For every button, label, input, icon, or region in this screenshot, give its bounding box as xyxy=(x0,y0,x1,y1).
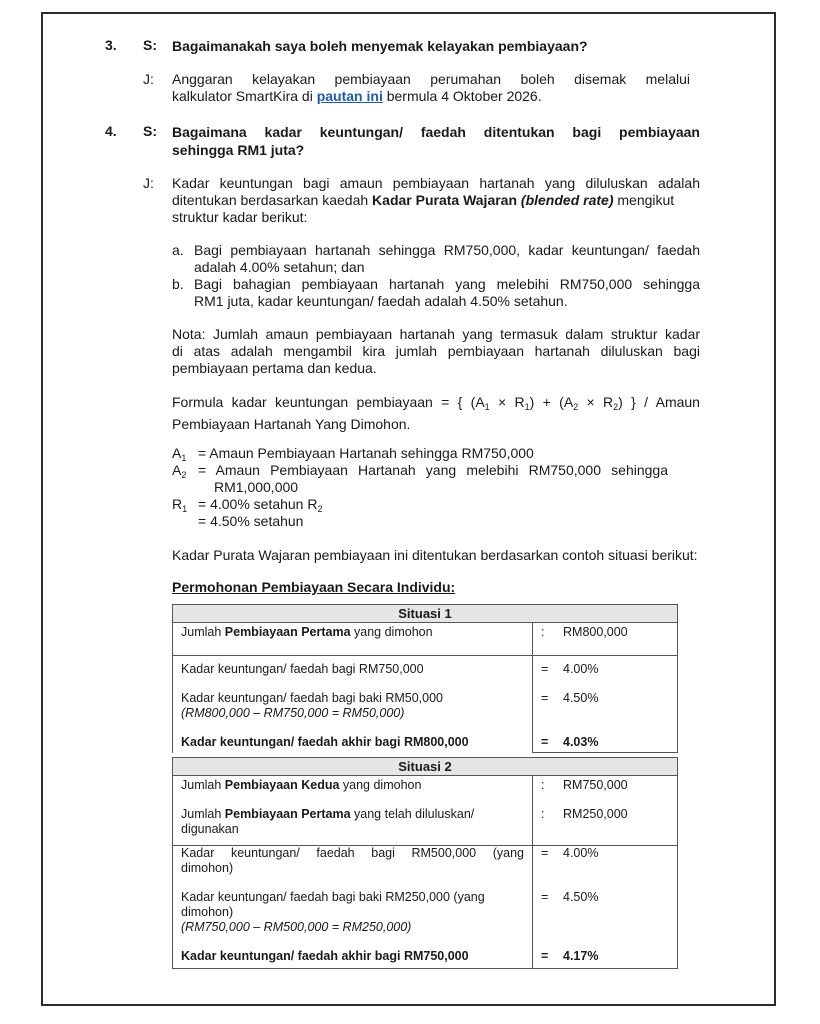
question-text: Bagaimanakah saya boleh menyemak kelayakan pembiayaan? xyxy=(172,38,588,54)
formula-line: Formula kadar keuntungan pembiayaan = { $(A_1 \times R_1) + (A_2 \times R_2)$ } / Amaun xyxy=(172,394,700,412)
nota-paragraph xyxy=(172,326,700,377)
question-line: sehingga RM1 juta? xyxy=(172,142,305,158)
nota-line: pembiayaan pertama dan kedua. xyxy=(172,360,377,376)
definition-text xyxy=(198,462,668,496)
table-cell: Jumlah Pembiayaan Kedua yang dimohon Jumlah Pembiayaan Pertama yang telah diluluskan/ digunakan xyxy=(173,776,533,846)
table-cell: Jumlah Pembiayaan Pertama yang dimohon xyxy=(173,623,533,656)
question-number: 4. xyxy=(105,123,117,139)
answer-label: J: xyxy=(143,71,154,87)
table-row xyxy=(173,623,678,656)
definition-symbol: $A_1$ xyxy=(172,445,187,463)
list-item xyxy=(194,242,700,276)
answer-line: struktur kadar berikut: xyxy=(172,209,308,225)
question-number: 3. xyxy=(105,37,117,53)
list-item xyxy=(194,276,700,310)
answer-label: J: xyxy=(143,175,154,191)
section-heading: Permohonan Pembiayaan Secara Individu: xyxy=(172,579,456,595)
answer-text: mengikut xyxy=(613,192,675,208)
answer-line: Anggaran kelayakan pembiayaan perumahan boleh disemak melalui xyxy=(172,71,690,87)
definition-text: = 4.00% setahun $R_2$ xyxy=(198,496,323,514)
definition-line: = Amaun Pembiayaan Hartanah yang melebihi RM750,000 sehingga xyxy=(198,462,668,478)
list-line: RM1 juta, kadar keuntungan/ faedah adalah 4.50% setahun. xyxy=(194,293,568,309)
answer-paragraph xyxy=(172,71,690,105)
table-row xyxy=(173,776,678,846)
list-line: adalah 4.00% setahun; dan xyxy=(194,259,365,275)
table-row xyxy=(173,656,678,753)
situasi-2-table xyxy=(172,757,678,969)
formula-subscript: 2 xyxy=(573,402,579,412)
answer-text: ditentukan berdasarkan kaedah xyxy=(172,192,373,208)
table-header: Situasi 2 xyxy=(173,758,678,776)
definition-line: RM1,000,000 xyxy=(214,479,299,495)
nota-line: di atas adalah mengambil kira jumlah pembiayaan hartanah diluluskan bagi xyxy=(172,343,700,359)
list-marker: b. xyxy=(172,276,184,292)
question-line: Bagaimana kadar keuntungan/ faedah ditentukan bagi pembiayaan xyxy=(172,124,700,140)
definition-symbol: $R_1$ xyxy=(172,496,188,514)
formula-text: Formula kadar keuntungan pembiayaan = { (A xyxy=(172,394,485,410)
table-cell: : RM800,000 xyxy=(533,623,678,656)
formula-line: Pembiayaan Hartanah Yang Dimohon. xyxy=(172,416,411,432)
nota-line: Nota: Jumlah amaun pembiayaan hartanah yang termasuk dalam struktur kadar xyxy=(172,326,700,342)
definition-text: = 4.50% setahun xyxy=(198,513,304,529)
list-marker: a. xyxy=(172,242,184,258)
table-cell: Kadar keuntungan/ faedah bagi RM500,000 (yang dimohon) Kadar keuntungan/ faedah bagi baki RM250,000 (yang dimohon) (RM750,000 – RM500,000 = RM250,000) Kadar keuntungan/ faedah akhir bagi RM750,000 xyxy=(173,846,533,969)
table-cell: Kadar keuntungan/ faedah bagi RM750,000 Kadar keuntungan/ faedah bagi baki RM50,000 (RM800,000 – RM750,000 = RM50,000) Kadar keuntungan/ faedah akhir bagi RM800,000 xyxy=(173,656,533,753)
table-cell: = 4.00% = 4.50% = 4.03% xyxy=(533,656,678,753)
answer-text: bermula 4 Oktober 2026. xyxy=(382,88,542,104)
formula-subscript: 1 xyxy=(484,402,490,412)
definition-symbol: $A_2$ xyxy=(172,462,187,480)
question-label: S: xyxy=(143,123,157,139)
answer-paragraph xyxy=(172,175,700,226)
table-header: Situasi 1 xyxy=(173,605,678,623)
answer-text: kalkulator SmartKira di xyxy=(172,88,317,104)
situasi-intro: Kadar Purata Wajaran pembiayaan ini ditentukan berdasarkan contoh situasi berikut: xyxy=(172,547,698,563)
answer-line xyxy=(172,192,700,209)
answer-line xyxy=(172,88,690,105)
list-line: Bagi pembiayaan hartanah sehingga RM750,000, kadar keuntungan/ faedah xyxy=(194,242,700,258)
table-cell: : RM750,000 : RM250,000 xyxy=(533,776,678,846)
answer-bold-italic-term: (blended rate) xyxy=(520,192,614,208)
table-cell: = 4.00% = 4.50% = 4.17% xyxy=(533,846,678,969)
formula-subscript: 2 xyxy=(613,402,619,412)
question-text xyxy=(172,123,700,159)
table-row xyxy=(173,846,678,969)
list-line: Bagi bahagian pembiayaan hartanah yang melebihi RM750,000 sehingga xyxy=(194,276,700,292)
answer-bold-term: Kadar Purata Wajaran xyxy=(372,192,518,208)
definition-text: = Amaun Pembiayaan Hartanah sehingga RM750,000 xyxy=(198,445,534,461)
formula-subscript: 1 xyxy=(524,402,530,412)
formula-paragraph xyxy=(172,394,700,433)
question-label: S: xyxy=(143,37,157,53)
situasi-1-table xyxy=(172,604,678,753)
smartkira-link[interactable]: pautan ini xyxy=(316,88,383,104)
answer-line: Kadar keuntungan bagi amaun pembiayaan hartanah yang diluluskan adalah xyxy=(172,175,700,191)
